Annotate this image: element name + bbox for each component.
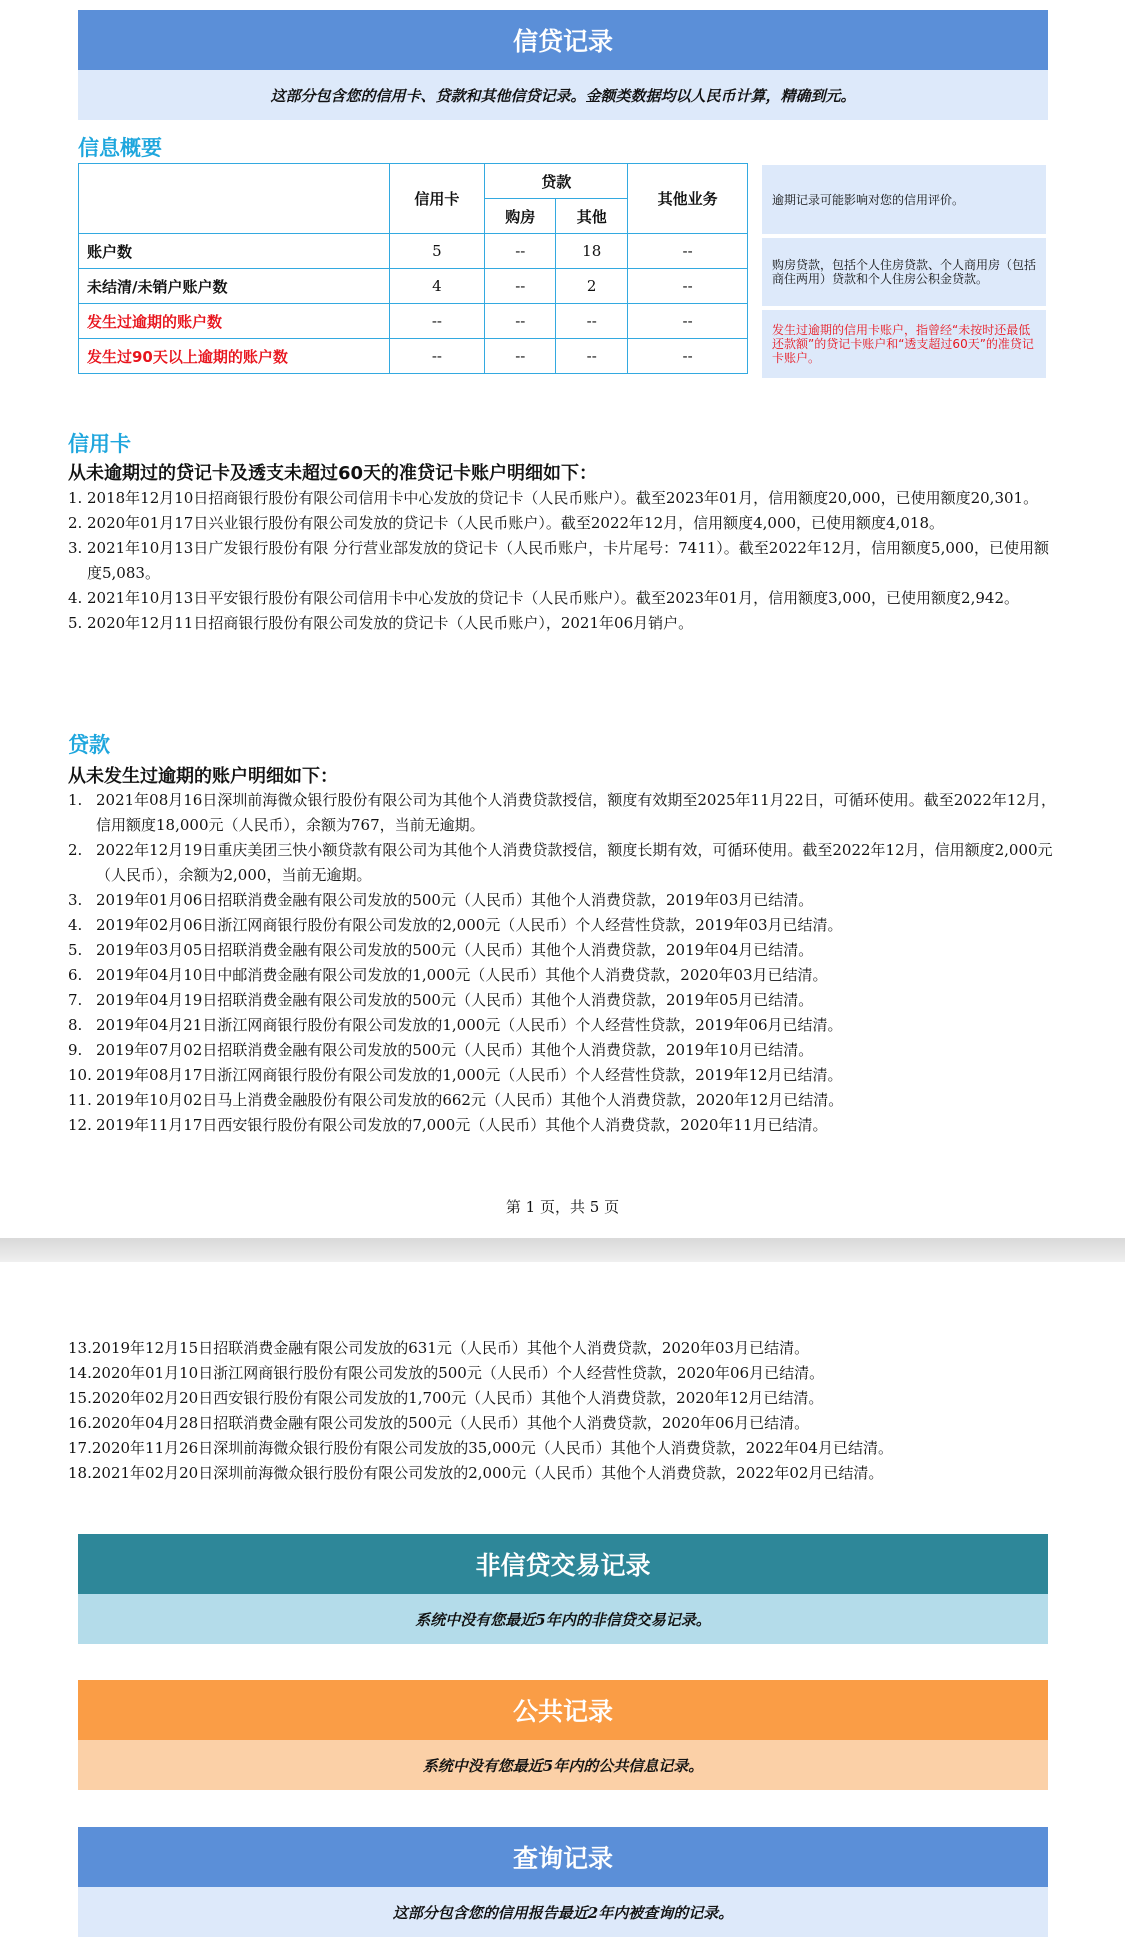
summary-table bbox=[78, 163, 748, 374]
report-page-2 bbox=[0, 1262, 1125, 1941]
cell-value: -- bbox=[628, 269, 748, 304]
list-item: 16. 2020年04月28日招联消费金融有限公司发放的500元（人民币）其他个人消费贷款，2020年06月已结清。 bbox=[68, 1414, 810, 1432]
list-item: 14. 2020年01月10日浙江网商银行股份有限公司发放的500元（人民币）个人经营性贷款，2020年06月已结清。 bbox=[68, 1364, 825, 1382]
credit-record-banner: 信贷记录 bbox=[78, 10, 1048, 70]
credit-card-subtitle: 从未逾期过的贷记卡及透支未超过60天的准贷记卡账户明细如下： bbox=[68, 463, 598, 484]
list-item: 2. 2020年01月17日兴业银行股份有限公司发放的贷记卡（人民币账户）。截至2022年12月，信用额度4,000，已使用额度4,018。 bbox=[68, 514, 944, 532]
list-item: 10. 2019年08月17日浙江网商银行股份有限公司发放的1,000元（人民币）个人经营性贷款，2019年12月已结清。 bbox=[68, 1066, 843, 1084]
list-item: 2. 2022年12月19日重庆美团三快小额贷款有限公司为其他个人消费贷款授信，额度长期有效，可循环使用。截至2022年12月，信用额度2,000元（人民币），余额为2,000，当前无逾期。 bbox=[68, 841, 1053, 884]
table-row bbox=[79, 339, 748, 374]
summary-note: 购房贷款，包括个人住房贷款、个人商用房（包括商住两用）贷款和个人住房公积金贷款。 bbox=[762, 238, 1046, 306]
credit-record-subtitle: 这部分包含您的信用卡、贷款和其他信贷记录。金额类数据均以人民币计算，精确到元。 bbox=[78, 70, 1048, 120]
list-item: 1. 2021年08月16日深圳前海微众银行股份有限公司为其他个人消费贷款授信，额度有效期至2025年11月22日，可循环使用。截至2022年12月，信用额度18,000元（人民币），余额为767，当前无逾期。 bbox=[68, 791, 1056, 834]
header-house: 购房 bbox=[485, 199, 556, 234]
list-item: 6. 2019年04月10日中邮消费金融有限公司发放的1,000元（人民币）其他个人消费贷款，2020年03月已结清。 bbox=[68, 966, 828, 984]
cell-value: 2 bbox=[556, 269, 628, 304]
header-loan: 贷款 bbox=[485, 164, 628, 199]
row-label: 发生过逾期的账户数 bbox=[79, 304, 390, 339]
public-record-banner: 公共记录 bbox=[78, 1680, 1048, 1740]
summary-corner-cell bbox=[79, 164, 390, 234]
cell-value: -- bbox=[485, 339, 556, 374]
cell-value: 5 bbox=[389, 234, 485, 269]
loan-list bbox=[68, 788, 1058, 1138]
credit-card-title: 信用卡 bbox=[68, 432, 131, 456]
header-other-business: 其他业务 bbox=[628, 164, 748, 234]
loans-subtitle: 从未发生过逾期的账户明细如下： bbox=[68, 766, 338, 787]
list-item: 3. 2021年10月13日广发银行股份有限 分行营业部发放的贷记卡（人民币账户，卡片尾号：7411）。截至2022年12月，信用额度5,000，已使用额度5,083。 bbox=[68, 539, 1049, 582]
non-credit-subtitle: 系统中没有您最近5年内的非信贷交易记录。 bbox=[78, 1594, 1048, 1644]
summary-note: 逾期记录可能影响对您的信用评价。 bbox=[762, 165, 1046, 234]
list-item: 13. 2019年12月15日招联消费金融有限公司发放的631元（人民币）其他个人消费贷款，2020年03月已结清。 bbox=[68, 1339, 810, 1357]
cell-value: -- bbox=[485, 234, 556, 269]
list-item: 7. 2019年04月19日招联消费金融有限公司发放的500元（人民币）其他个人消费贷款，2019年05月已结清。 bbox=[68, 991, 814, 1009]
list-item: 15. 2020年02月20日西安银行股份有限公司发放的1,700元（人民币）其他个人消费贷款，2020年12月已结清。 bbox=[68, 1389, 824, 1407]
cell-value: -- bbox=[389, 339, 485, 374]
table-row bbox=[79, 234, 748, 269]
cell-value: -- bbox=[556, 339, 628, 374]
list-item: 11. 2019年10月02日马上消费金融股份有限公司发放的662元（人民币）其他个人消费贷款，2020年12月已结清。 bbox=[68, 1091, 844, 1109]
loan-list-continued bbox=[68, 1336, 1058, 1486]
list-item: 3. 2019年01月06日招联消费金融有限公司发放的500元（人民币）其他个人消费贷款，2019年03月已结清。 bbox=[68, 891, 814, 909]
cell-value: -- bbox=[556, 304, 628, 339]
list-item: 8. 2019年04月21日浙江网商银行股份有限公司发放的1,000元（人民币）个人经营性贷款，2019年06月已结清。 bbox=[68, 1016, 843, 1034]
header-other: 其他 bbox=[556, 199, 628, 234]
list-item: 18. 2021年02月20日深圳前海微众银行股份有限公司发放的2,000元（人民币）其他个人消费贷款，2022年02月已结清。 bbox=[68, 1464, 884, 1482]
loans-title: 贷款 bbox=[68, 733, 110, 757]
list-item: 5. 2020年12月11日招商银行股份有限公司发放的贷记卡（人民币账户），2021年06月销户。 bbox=[68, 614, 694, 632]
cell-value: 4 bbox=[389, 269, 485, 304]
row-label: 未结清/未销户账户数 bbox=[79, 269, 390, 304]
summary-title: 信息概要 bbox=[78, 136, 162, 160]
row-label: 账户数 bbox=[79, 234, 390, 269]
list-item: 4. 2019年02月06日浙江网商银行股份有限公司发放的2,000元（人民币）个人经营性贷款，2019年03月已结清。 bbox=[68, 916, 843, 934]
list-item: 9. 2019年07月02日招联消费金融有限公司发放的500元（人民币）其他个人消费贷款，2019年10月已结清。 bbox=[68, 1041, 814, 1059]
list-item: 5. 2019年03月05日招联消费金融有限公司发放的500元（人民币）其他个人消费贷款，2019年04月已结清。 bbox=[68, 941, 814, 959]
cell-value: -- bbox=[628, 234, 748, 269]
cell-value: -- bbox=[485, 304, 556, 339]
cell-value: -- bbox=[628, 304, 748, 339]
cell-value: -- bbox=[485, 269, 556, 304]
page-divider bbox=[0, 1238, 1125, 1262]
query-record-banner: 查询记录 bbox=[78, 1827, 1048, 1887]
cell-value: -- bbox=[389, 304, 485, 339]
list-item: 17. 2020年11月26日深圳前海微众银行股份有限公司发放的35,000元（人民币）其他个人消费贷款，2022年04月已结清。 bbox=[68, 1439, 893, 1457]
page-number: 第 1 页，共 5 页 bbox=[505, 1198, 620, 1216]
cell-value: -- bbox=[628, 339, 748, 374]
non-credit-banner: 非信贷交易记录 bbox=[78, 1534, 1048, 1594]
query-record-subtitle: 这部分包含您的信用报告最近2年内被查询的记录。 bbox=[78, 1887, 1048, 1937]
cell-value: 18 bbox=[556, 234, 628, 269]
public-record-subtitle: 系统中没有您最近5年内的公共信息记录。 bbox=[78, 1740, 1048, 1790]
table-row bbox=[79, 269, 748, 304]
summary-note-red: 发生过逾期的信用卡账户，指曾经“未按时还最低还款额”的贷记卡账户和“透支超过60天”的准贷记卡账户。 bbox=[762, 310, 1046, 378]
list-item: 12. 2019年11月17日西安银行股份有限公司发放的7,000元（人民币）其他个人消费贷款，2020年11月已结清。 bbox=[68, 1116, 828, 1134]
row-label: 发生过90天以上逾期的账户数 bbox=[79, 339, 390, 374]
header-credit-card: 信用卡 bbox=[389, 164, 485, 234]
list-item: 4. 2021年10月13日平安银行股份有限公司信用卡中心发放的贷记卡（人民币账户）。截至2023年01月，信用额度3,000，已使用额度2,942。 bbox=[68, 589, 1019, 607]
credit-card-list bbox=[68, 486, 1058, 636]
list-item: 1. 2018年12月10日招商银行股份有限公司信用卡中心发放的贷记卡（人民币账户）。截至2023年01月，信用额度20,000，已使用额度20,301。 bbox=[68, 489, 1039, 507]
table-row bbox=[79, 304, 748, 339]
